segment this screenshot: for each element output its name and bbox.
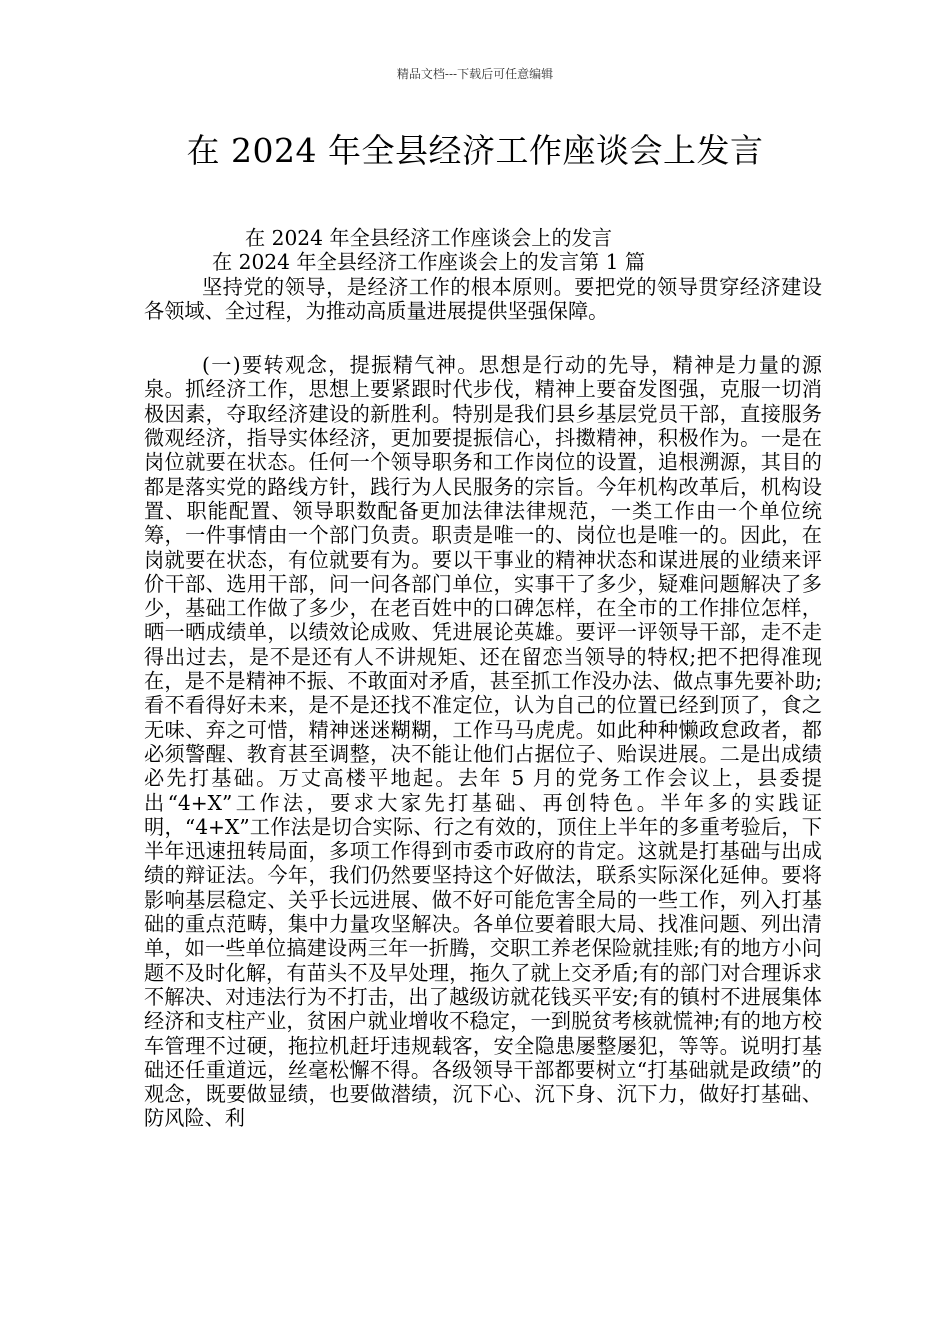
paragraph-gap [144,323,822,353]
header-note: 精品文档---下载后可任意编辑 [396,67,554,81]
document-body [144,226,822,1131]
document-title: 在 2024 年全县经济工作座谈会上发言 [186,131,764,170]
paragraph-change-mindset: (一)要转观念，提振精气神。思想是行动的先导，精神是力量的源泉。抓经济工作，思想上要紧跟时代步伐，精神上要奋发图强，克服一切消极因素，夺取经济建设的新胜利。特别是我们县乡基层党员干部，直接服务微观经济，指导实体经济，更加要提振信心，抖擞精神，积极作为。一是在岗位就要在状态。任何一个领导职务和工作岗位的设置，追根溯源，其目的都是落实党的路线方针，践行为人民服务的宗旨。今年机构改革后，机构设置、职能配置、领导职数配备更加法律法律规范，一类工作由一个单位统筹，一件事情由一个部门负责。职责是唯一的、岗位也是唯一的。因此，在岗就要在状态，有位就要有为。要以干事业的精神状态和谋进展的业绩来评价干部、选用干部，问一问各部门单位，实事干了多少，疑难问题解决了多少，基础工作做了多少，在老百姓中的口碑怎样，在全市的工作排位怎样，晒一晒成绩单，以绩效论成败、凭进展论英雄。要评一评领导干部，走不走得出过去，是不是还有人不讲规矩、还在留恋当领导的特权;把不把得准现在，是不是精神不振、不敢面对矛盾，甚至抓工作没办法、做点事先要补助;看不看得好未来，是不是还找不准定位，认为自己的位置已经到顶了，食之无味、弃之可惜，精神迷迷糊糊，工作马马虎虎。如此种种懒政怠政者，都必须警醒、教育甚至调整，决不能让他们占据位子、贻误进展。二是出成绩必先打基础。万丈高楼平地起。去年 5 月的党务工作会议上，县委提出“4+X”工作法，要求大家先打基础、再创特色。半年多的实践证明，“4+X”工作法是切合实际、行之有效的，顶住上半年的多重考验后，下半年迅速扭转局面，多项工作得到市委市政府的肯定。这就是打基础与出成绩的辩证法。今年，我们仍然要坚持这个好做法，联系实际深化延伸。要将影响基层稳定、关乎长远进展、做不好可能危害全局的一些工作，列入打基础的重点范畴，集中力量攻坚解决。各单位要着眼大局、找准问题、列出清单，如一些单位搞建设两三年一折腾，交职工养老保险就挂账;有的地方小问题不及时化解，有苗头不及早处理，拖久了就上交矛盾;有的部门对合理诉求不解决、对违法行为不打击，出了越级访就花钱买平安;有的镇村不进展集体经济和支柱产业，贫困户就业增收不稳定，一到脱贫考核就慌神;有的地方校车管理不过硬，拖拉机赶圩违规载客，安全隐患屡整屡犯，等等。说明打基础还任重道远，丝毫松懈不得。各级领导干部都要树立“打基础就是政绩”的观念，既要做显绩，也要做潜绩，沉下心、沉下身、沉下力，做好打基础、防风险、利 [144,353,822,1131]
paragraph-leadership: 坚持党的领导，是经济工作的根本原则。要把党的领导贯穿经济建设各领域、全过程，为推动高质量进展提供坚强保障。 [144,274,822,323]
subtitle-speech: 在 2024 年全县经济工作座谈会上的发言 [245,226,613,250]
subtitle-part-1: 在 2024 年全县经济工作座谈会上的发言第 1 篇 [212,250,646,275]
